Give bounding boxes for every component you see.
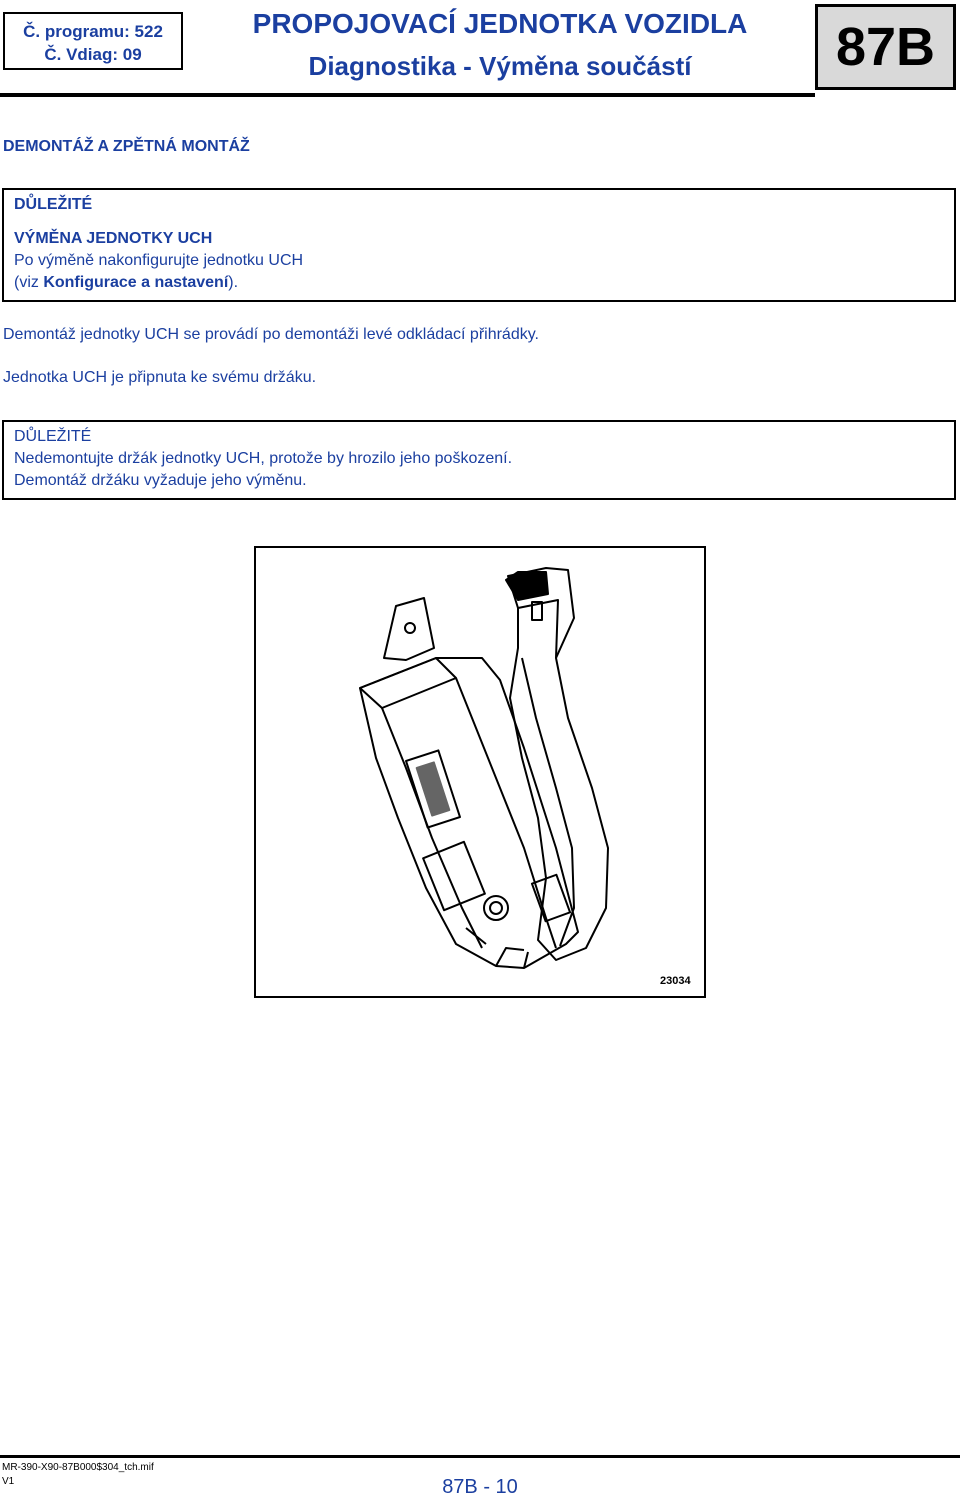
footer-divider: [0, 1455, 960, 1458]
header-divider: [0, 93, 815, 97]
bracket-clip: [506, 572, 548, 600]
program-number: Č. programu: 522: [23, 22, 163, 41]
important-heading: DŮLEŽITÉ: [14, 196, 93, 213]
chapter-badge: 87B: [815, 4, 956, 90]
important2-line-2: Demontáž držáku vyžaduje jeho výměnu.: [14, 472, 307, 489]
mounting-hole: [405, 623, 415, 633]
important-line-2: [14, 272, 944, 294]
footer-filename: MR-390-X90-87B000$304_tch.mif: [2, 1462, 154, 1473]
vdiag-number: Č. Vdiag: 09: [44, 45, 142, 64]
important-box-bracket: [2, 420, 956, 500]
program-info-box: [3, 12, 183, 70]
round-connector-inner: [490, 902, 502, 914]
uch-unit-illustration: [254, 546, 706, 998]
bracket-inner-line: [518, 600, 558, 658]
important-line-1: Po výměně nakonfigurujte jednotku UCH: [14, 252, 304, 269]
important-heading-2: DŮLEŽITÉ: [14, 428, 92, 445]
page-number: 87B - 10: [442, 1476, 518, 1498]
ref-prefix: (viz: [14, 274, 44, 291]
unit-side-edge: [382, 708, 482, 948]
footer-version: V1: [2, 1476, 15, 1487]
ref-suffix: ).: [228, 274, 239, 291]
mounting-tab: [384, 598, 434, 660]
uch-unit-drawing: [256, 548, 704, 996]
configuration-reference-link[interactable]: Konfigurace a nastavení: [43, 274, 229, 291]
important-subheading: VÝMĚNA JEDNOTKY UCH: [14, 230, 213, 247]
page-subtitle: Diagnostika - Výměna součástí: [308, 51, 692, 81]
paragraph-clip: Jednotka UCH je připnuta ke svému držáku.: [3, 369, 317, 386]
important-box-replacement: [2, 188, 956, 302]
paragraph-removal: Demontáž jednotky UCH se provádí po demontáži levé odkládací přihrádky.: [3, 326, 539, 343]
section-title: DEMONTÁŽ A ZPĚTNÁ MONTÁŽ: [3, 138, 250, 155]
unit-top-face: [360, 658, 456, 708]
page-title: PROPOJOVACÍ JEDNOTKA VOZIDLA: [252, 8, 748, 39]
important2-line-1: Nedemontujte držák jednotky UCH, protože by hrozilo jeho poškození.: [14, 450, 513, 467]
round-connector: [484, 896, 508, 920]
figure-number: 23034: [660, 975, 691, 987]
